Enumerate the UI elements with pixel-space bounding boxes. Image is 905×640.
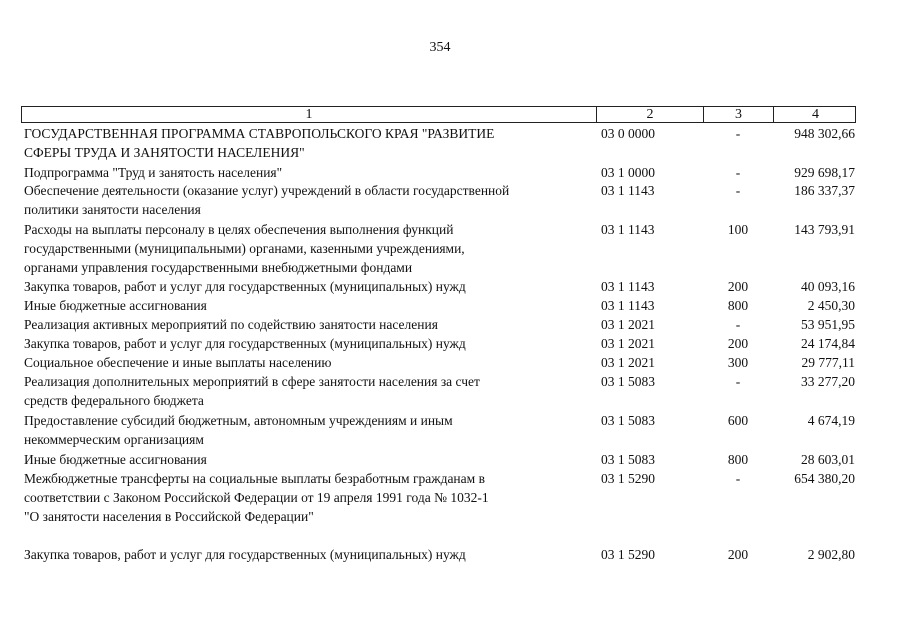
row-sum: 654 380,20: [794, 471, 855, 486]
row-sum: 29 777,11: [801, 355, 855, 370]
row-kind: -: [735, 165, 741, 180]
row-kind: 200: [727, 336, 749, 351]
row-name: ГОСУДАРСТВЕННАЯ ПРОГРАММА СТАВРОПОЛЬСКОГО КРАЯ "РАЗВИТИЕ СФЕРЫ ТРУДА И ЗАНЯТОСТИ НАСЕЛЕНИЯ": [24, 126, 495, 160]
row-kind: -: [735, 183, 741, 198]
row-code: 03 1 0000: [601, 165, 655, 180]
row-name: Иные бюджетные ассигнования: [24, 452, 207, 467]
row-sum: 4 674,19: [807, 413, 855, 428]
row-sum: 2 450,30: [807, 298, 855, 313]
column-header-3: 3: [704, 107, 774, 122]
row-name: Иные бюджетные ассигнования: [24, 298, 207, 313]
row-sum: 186 337,37: [794, 183, 855, 198]
row-sum: 929 698,17: [794, 165, 855, 180]
row-code: 03 1 5083: [601, 452, 655, 467]
row-kind: -: [735, 374, 741, 389]
row-name: Закупка товаров, работ и услуг для государственных (муниципальных) нужд: [24, 336, 466, 351]
column-header-2: 2: [597, 107, 704, 122]
row-name: Реализация активных мероприятий по содействию занятости населения: [24, 317, 438, 332]
row-name: Социальное обеспечение и иные выплаты населению: [24, 355, 332, 370]
row-code: 03 1 1143: [601, 222, 655, 237]
row-sum: 28 603,01: [801, 452, 855, 467]
row-kind: -: [735, 126, 741, 141]
row-kind: -: [735, 317, 741, 332]
row-name: Реализация дополнительных мероприятий в сфере занятости населения за счет средств федерального бюджета: [24, 374, 480, 408]
row-code: 03 1 5083: [601, 374, 655, 389]
row-code: 03 1 2021: [601, 336, 655, 351]
row-kind: 800: [727, 452, 749, 467]
row-sum: 33 277,20: [801, 374, 855, 389]
row-code: 03 1 1143: [601, 279, 655, 294]
row-name: Межбюджетные трансферты на социальные выплаты безработным гражданам в соответствии с Законом Российской Федерации от 19 апреля 1991 года № 1032-1 "О занятости населения в Российской Федерации": [24, 471, 489, 524]
column-header-4: 4: [812, 107, 819, 122]
row-kind: 200: [727, 279, 749, 294]
row-code: 03 1 5290: [601, 471, 655, 486]
table-header-row: [21, 106, 856, 123]
row-kind: -: [735, 471, 741, 486]
row-code: 03 1 2021: [601, 355, 655, 370]
page-number: 354: [429, 40, 451, 55]
row-kind: 200: [727, 547, 749, 562]
row-sum: 53 951,95: [801, 317, 855, 332]
row-kind: 800: [727, 298, 749, 313]
row-sum: 24 174,84: [801, 336, 855, 351]
row-code: 03 1 1143: [601, 183, 655, 198]
row-code: 03 1 2021: [601, 317, 655, 332]
row-code: 03 1 1143: [601, 298, 655, 313]
row-name: Предоставление субсидий бюджетным, автономным учреждениям и иным некоммерческим организациям: [24, 413, 453, 447]
row-sum: 948 302,66: [794, 126, 855, 141]
row-sum: 2 902,80: [807, 547, 855, 562]
row-code: 03 0 0000: [601, 126, 655, 141]
row-name: Обеспечение деятельности (оказание услуг) учреждений в области государственной политики занятости населения: [24, 183, 510, 217]
row-name: Расходы на выплаты персоналу в целях обеспечения выполнения функций государственными (муниципальными) органами, казенными учреждениями, органами управления государственными внебюджетными фондами: [24, 222, 465, 275]
row-kind: 600: [727, 413, 749, 428]
row-kind: 300: [727, 355, 749, 370]
row-code: 03 1 5083: [601, 413, 655, 428]
row-sum: 40 093,16: [801, 279, 855, 294]
row-name: Подпрограмма "Труд и занятость населения": [24, 165, 283, 180]
column-header-1: 1: [22, 107, 597, 122]
row-kind: 100: [727, 222, 749, 237]
row-code: 03 1 5290: [601, 547, 655, 562]
row-name: Закупка товаров, работ и услуг для государственных (муниципальных) нужд: [24, 547, 466, 562]
row-name: Закупка товаров, работ и услуг для государственных (муниципальных) нужд: [24, 279, 466, 294]
row-sum: 143 793,91: [794, 222, 855, 237]
